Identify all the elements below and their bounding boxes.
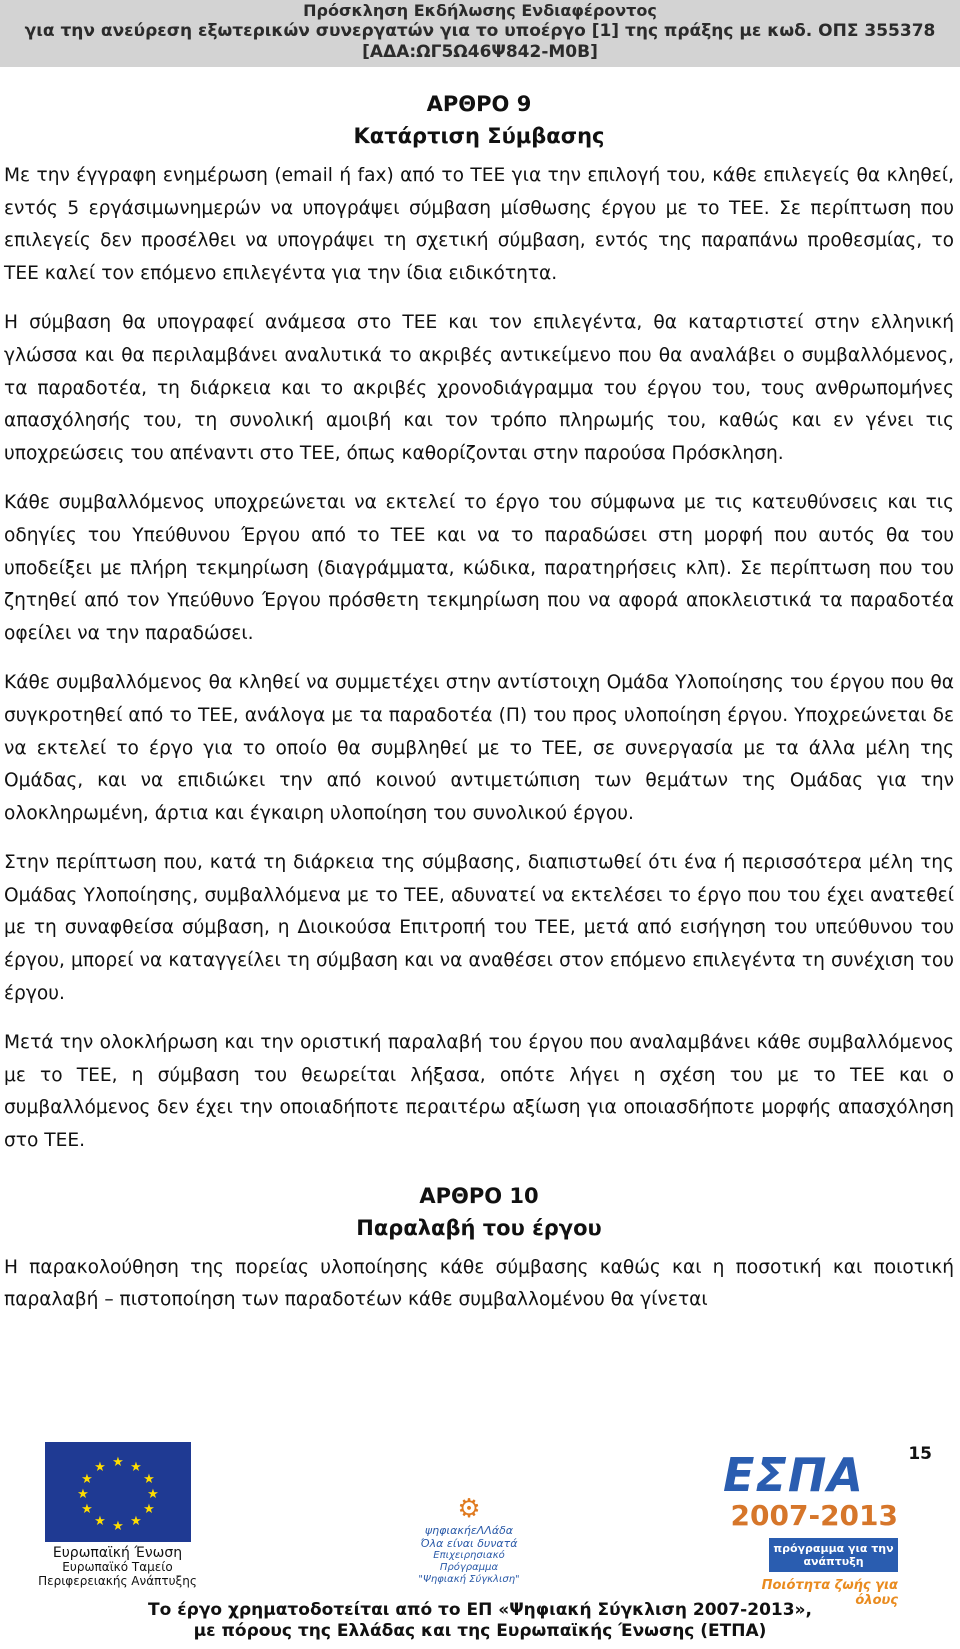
page-header — [0, 0, 960, 67]
svg-text:★: ★ — [146, 1487, 159, 1502]
espa-quality: Ποιότητα ζωής για όλους — [761, 1578, 898, 1608]
logo-strip — [0, 1442, 960, 1608]
article-10-number: ΑΡΘΡΟ 10 — [419, 1183, 539, 1208]
article-9-paragraph: Κάθε συμβαλλόμενος υποχρεώνεται να εκτελεί το έργο του σύμφωνα με τις κατευθύνσεις και τις οδηγίες του Υπεύθυνου Έργου από το ΤΕΕ και να το παραδώσει στη μορφή που αυτός θα του υποδείξει με πλήρη τεκμηρίωση (διαγράμματα, κώδικα, παρατηρήσεις κλπ). Σε περίπτωση που του ζητηθεί από τον Υπεύθυνο Έργου πρόσθετη τεκμηρίωση που να αφορά αποκλειστικά τα παραδοτέα οφείλει να την παραδώσει. — [4, 492, 954, 644]
eu-flag-icon — [45, 1442, 191, 1542]
espa-title: ΕΣΠΑ — [723, 1448, 864, 1502]
header-ada-code: [ΑΔΑ:ΩΓ5Ω46Ψ842-Μ0Β] — [362, 42, 598, 62]
eu-fund-label: Ευρωπαϊκό Ταμείο — [62, 1560, 173, 1574]
page-number: 15 — [908, 1444, 932, 1464]
svg-text:★: ★ — [93, 1514, 106, 1529]
svg-text:★: ★ — [129, 1460, 142, 1475]
eu-logo — [30, 1442, 205, 1588]
svg-text:★: ★ — [76, 1487, 89, 1502]
article-9-paragraph: Η σύμβαση θα υπογραφεί ανάμεσα στο ΤΕΕ και τον επιλεγέντα, θα καταρτιστεί στην ελληνική γλώσσα και θα περιλαμβάνει αναλυτικά το ακριβές αντικείμενο που θα αναλάβει ο συμβαλλόμενος, τα παραδοτέα, τη διάρκεια και το ακριβές χρονοδιάγραμμα του έργου του, τους ανθρωπομήνες απασχόλησής του, τη συνολική αμοιβή και τον τρόπο πληρωμής του, καθώς και εν γένει τις υποχρεώσεις του απέναντι στο ΤΕΕ, όπως καθορίζονται στην παρούσα Πρόσκληση. — [4, 312, 954, 464]
svg-text:★: ★ — [80, 1472, 93, 1487]
footer-line-2: με πόρους της Ελλάδας και της Ευρωπαϊκής Ένωσης (ΕΤΠΑ) — [193, 1621, 767, 1641]
svg-text:★: ★ — [142, 1502, 155, 1517]
svg-text:★: ★ — [129, 1514, 142, 1529]
article-9-paragraph: Στην περίπτωση που, κατά τη διάρκεια της σύμβασης, διαπιστωθεί ότι ένα ή περισσότερα μέλη της Ομάδας Υλοποίησης, συμβαλλόμενα με το ΤΕΕ, αδυνατεί να εκτελέσει το έργο που του έχει ανατεθεί με τη συναφθείσα σύμβαση, η Διοικούσα Επιτροπή του ΤΕΕ, μετά από εισήγηση του υπεύθυνου του έργου, μπορεί να καταγγείλει τη σύμβαση και να αναθέσει στον επόμενο επιλεγέντα τη συνέχιση του έργου. — [4, 852, 954, 1004]
eu-label: Ευρωπαϊκή Ένωση — [52, 1545, 183, 1561]
svg-text:★: ★ — [93, 1460, 106, 1475]
digital-greece-logo — [404, 1494, 534, 1586]
header-subtitle: για την ανεύρεση εξωτερικών συνεργατών για το υποέργο [1] της πράξης με κωδ. ΟΠΣ 355378 — [24, 21, 936, 41]
header-title: Πρόσκληση Εκδήλωσης Ενδιαφέροντος — [303, 1, 657, 20]
article-9-paragraph: Κάθε συμβαλλόμενος θα κληθεί να συμμετέχει στην αντίστοιχη Ομάδα Υλοποίησης του έργου που θα συγκροτηθεί από το ΤΕΕ, ανάλογα με τα παραδοτέα (Π) του προς υλοποίηση έργου. Υποχρεώνεται δε να εκτελεί το έργο για το οποίο θα συμβληθεί με το ΤΕΕ, σε συνεργασία με τα άλλα μέλη της Ομάδας, και να επιδιώκει την από κοινού αντιμετώπιση των θεμάτων της Ομάδας για την ολοκληρωμένη, άρτια και έγκαιρη υλοποίηση του συνολικού έργου. — [4, 672, 954, 824]
digital-greece-brand: ψηφιακήεΛΛάδα — [424, 1524, 514, 1537]
svg-text:★: ★ — [111, 1455, 124, 1470]
espa-years: 2007-2013 — [730, 1499, 898, 1532]
article-9-title: Κατάρτιση Σύμβασης — [353, 124, 605, 148]
espa-program: πρόγραμμα για την ανάπτυξη — [769, 1538, 898, 1572]
digital-greece-program-name: "Ψηφιακή Σύγκλιση" — [418, 1574, 520, 1585]
espa-logo — [723, 1450, 898, 1608]
article-9-number: ΑΡΘΡΟ 9 — [426, 92, 532, 116]
article-10-paragraph: Η παρακολούθηση της πορείας υλοποίησης κάθε σύμβασης καθώς και η ποσοτική και ποιοτική παραλαβή – πιστοποίηση των παραδοτέων κάθε συμβαλλομένου θα γίνεται — [4, 1256, 954, 1311]
digital-greece-icon: ⚙ — [457, 1494, 481, 1524]
document-body — [4, 88, 954, 1334]
eu-fund-label-2: Περιφερειακής Ανάπτυξης — [38, 1574, 197, 1588]
digital-greece-program: Επιχειρησιακό Πρόγραμμα — [433, 1550, 505, 1573]
svg-text:★: ★ — [111, 1519, 124, 1534]
eu-stars-icon — [45, 1442, 191, 1542]
svg-text:★: ★ — [142, 1472, 155, 1487]
article-9-paragraph: Με την έγγραφη ενημέρωση (email ή fax) από το ΤΕΕ για την επιλογή του, κάθε επιλεγείς θα κληθεί, εντός 5 εργάσιμωνημερών να υπογράψει σύμβαση μίσθωσης έργου με το ΤΕΕ. Σε περίπτωση που επιλεγείς δεν προσέλθει να υπογράψει τη σχετική σύμβαση, εντός της παραπάνω προθεσμίας, το ΤΕΕ καλεί τον επόμενο επιλεγέντα για την ίδια ειδικότητα. — [4, 165, 954, 284]
article-9-paragraph: Μετά την ολοκλήρωση και την οριστική παραλαβή του έργου που αναλαμβάνει κάθε συμβαλλόμενος με το ΤΕΕ, η σύμβαση του θεωρείται λήξασα, οπότε λήγει η σχέση του με το ΤΕΕ και ο συμβαλλόμενος δεν έχει την οποιαδήποτε περαιτέρω αξίωση για οποιασδήποτε μορφής απασχόληση στο ΤΕΕ. — [4, 1032, 954, 1152]
article-10-title: Παραλαβή του έργου — [356, 1215, 602, 1240]
funding-footer — [0, 1600, 960, 1642]
svg-text:★: ★ — [80, 1502, 93, 1517]
footer-line-1: Το έργο χρηματοδοτείται από το ΕΠ «Ψηφιακή Σύγκλιση 2007-2013», — [148, 1600, 812, 1620]
digital-greece-slogan: Όλα είναι δυνατά — [420, 1537, 518, 1550]
